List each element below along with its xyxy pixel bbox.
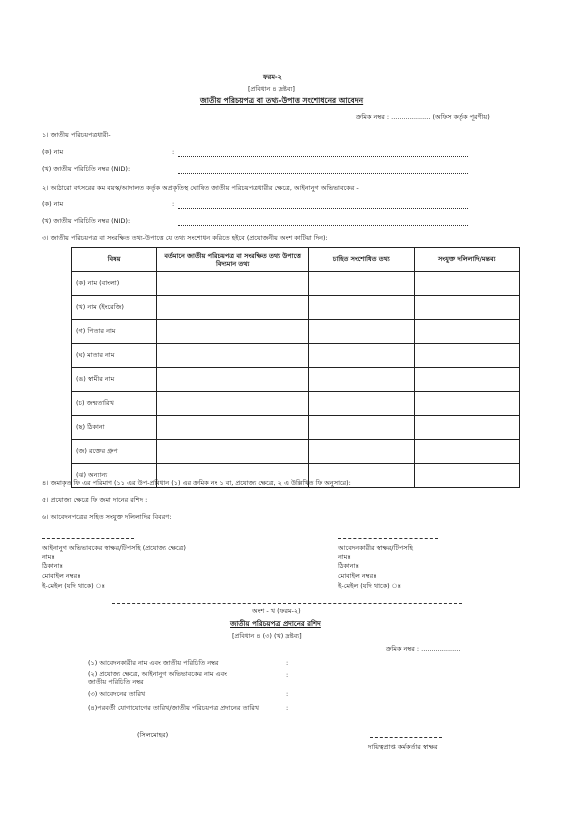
applicant-name-label: নামঃ bbox=[338, 553, 351, 561]
guardian-mobile-label: মোবাইল নম্বরঃ bbox=[42, 572, 81, 580]
table-row bbox=[72, 440, 520, 464]
remarks-cell[interactable] bbox=[414, 416, 519, 440]
current-info-cell[interactable] bbox=[157, 440, 309, 464]
corrected-info-cell[interactable] bbox=[309, 392, 414, 416]
corrected-info-cell[interactable] bbox=[309, 296, 414, 320]
table-row bbox=[72, 296, 520, 320]
remarks-cell[interactable] bbox=[414, 296, 519, 320]
correction-table bbox=[71, 247, 520, 488]
colon: : bbox=[172, 148, 175, 156]
section2-heading: ২। আঠারো বৎসরের কম বয়স্ক/আদালত কর্তৃক অপ্রকৃতিস্থ ঘোষিত জাতীয় পরিচয়পত্রধারীর ক্ষেত্রে, আইনানুগ অভিভাবকের - bbox=[42, 184, 359, 192]
column-header: বর্তমানে জাতীয় পরিচয়পত্র বা সংরক্ষিত তথ্য উপাত্তে বিদ্যমান তথ্য bbox=[157, 248, 309, 272]
remarks-cell[interactable] bbox=[414, 440, 519, 464]
current-info-cell[interactable] bbox=[157, 296, 309, 320]
receipt-item-3: (৩) আবেদনের তারিখ bbox=[88, 690, 146, 698]
row-label: (ক) নাম (বাংলা) bbox=[72, 272, 157, 296]
current-info-cell[interactable] bbox=[157, 272, 309, 296]
column-header: বিষয় bbox=[72, 248, 157, 272]
table-row bbox=[72, 416, 520, 440]
receipt-item-1: (১) আবেদনকারীর নাম এবং জাতীয় পরিচিতি নম্বর bbox=[88, 659, 219, 667]
section2-nid-field[interactable] bbox=[178, 225, 468, 226]
section1-nid-label: (খ) জাতীয় পরিচিতি নম্বর (NID): bbox=[42, 165, 131, 173]
guardian-name-label: নামঃ bbox=[42, 553, 55, 561]
column-header: চাহিত সংশোধিত তথ্য bbox=[309, 248, 414, 272]
receipt-title: জাতীয় পরিচয়পত্র প্রদানের রশিদ bbox=[230, 620, 321, 628]
applicant-sign-label: আবেদনকারীর স্বাক্ষর/টিপসহি bbox=[338, 544, 413, 552]
colon: : bbox=[286, 704, 289, 712]
section4-fee: ৪। জমাকৃত ফি এর পরিমাণ (১১ এর উপ-প্রবিধান (১) এর ক্রমিক নং ১ বা, প্রযোজ্য ক্ষেত্রে, ২ এ উল্লিখিত ফি অনুসারে): bbox=[42, 479, 351, 487]
guardian-address-label: ঠিকানাঃ bbox=[42, 562, 63, 570]
colon: : bbox=[286, 659, 289, 667]
current-info-cell[interactable] bbox=[157, 416, 309, 440]
row-label: (গ) পিতার নাম bbox=[72, 320, 157, 344]
row-label: (ছ) ঠিকানা bbox=[72, 416, 157, 440]
column-header: সংযুক্ত দলিলাদি/মন্তব্য bbox=[414, 248, 519, 272]
section1-heading: ১। জাতীয় পরিচয়পত্রধারী- bbox=[42, 131, 111, 139]
serial-number: ক্রমিক নম্বর : ................... (অফিস কর্তৃক পূরণীয়) bbox=[356, 113, 490, 121]
guardian-sign-label: আইনানুগ অভিভাবকের স্বাক্ষর/টিপসহি (প্রযোজ্য ক্ষেত্রে) bbox=[42, 544, 186, 552]
receipt-part-label: অংশ - খ (ফরম-২) bbox=[252, 607, 301, 615]
form-number: ফরম-২ bbox=[263, 73, 282, 81]
current-info-cell[interactable] bbox=[157, 320, 309, 344]
section2-name-label: (ক) নাম bbox=[42, 200, 64, 208]
table-row bbox=[72, 368, 520, 392]
corrected-info-cell[interactable] bbox=[309, 416, 414, 440]
section2-name-field[interactable] bbox=[178, 208, 468, 209]
table-header-row bbox=[72, 248, 520, 272]
section1-name-field[interactable] bbox=[178, 156, 468, 157]
table-row bbox=[72, 344, 520, 368]
remarks-cell[interactable] bbox=[414, 464, 519, 488]
corrected-info-cell[interactable] bbox=[309, 344, 414, 368]
colon: : bbox=[172, 200, 175, 208]
officer-signature-line[interactable] bbox=[370, 737, 442, 738]
row-label: (ঘ) মাতার নাম bbox=[72, 344, 157, 368]
colon: : bbox=[286, 690, 289, 698]
remarks-cell[interactable] bbox=[414, 368, 519, 392]
guardian-signature-line[interactable] bbox=[42, 538, 134, 539]
section5-receipt: ৫। প্রযোজ্য ক্ষেত্রে ফি জমা দানের রশিদ : bbox=[42, 496, 148, 504]
current-info-cell[interactable] bbox=[157, 392, 309, 416]
table-row bbox=[72, 392, 520, 416]
current-info-cell[interactable] bbox=[157, 344, 309, 368]
section6-documents: ৬। আবেদনপত্রের সহিত সংযুক্ত দলিলাদির বিবরণ: bbox=[42, 513, 172, 521]
section1-name-label: (ক) নাম bbox=[42, 148, 64, 156]
cut-line bbox=[112, 603, 462, 604]
receipt-item-2-text: (২) প্রযোজ্য ক্ষেত্রে, আইনানুগ অভিভাবকের নাম এবং জাতীয় পরিচিতি নম্বর bbox=[88, 670, 227, 686]
section3-heading: ৩। জাতীয় পরিচয়পত্র বা সংরক্ষিত তথ্য-উপাত্তে যে তথ্য সংশোধন করিতে হইবে (প্রযোজনীয় অংশ কাটিয়া দিন): bbox=[42, 234, 328, 242]
guardian-email-label: ই-মেইল (যদি থাকে) ঃ bbox=[42, 582, 106, 590]
seal-label: (সিলমোহর) bbox=[137, 731, 169, 739]
corrected-info-cell[interactable] bbox=[309, 440, 414, 464]
remarks-cell[interactable] bbox=[414, 392, 519, 416]
corrected-info-cell[interactable] bbox=[309, 320, 414, 344]
page-title: জাতীয় পরিচয়পত্র বা তথ্য-উপাত্ত সংশোধনের আবেদন bbox=[200, 96, 364, 105]
rule-reference: [প্রবিধান ৪ দ্রষ্টব্য] bbox=[248, 85, 295, 93]
remarks-cell[interactable] bbox=[414, 320, 519, 344]
table-row bbox=[72, 272, 520, 296]
section2-nid-label: (খ) জাতীয় পরিচিতি নম্বর (NID): bbox=[42, 217, 131, 225]
current-info-cell[interactable] bbox=[157, 368, 309, 392]
table-row bbox=[72, 320, 520, 344]
row-label: (ঙ) স্বামীর নাম bbox=[72, 368, 157, 392]
applicant-email-label: ই-মেইল (যদি থাকে) ঃ bbox=[338, 582, 402, 590]
officer-sign-label: দায়িত্বপ্রাপ্ত কর্মকর্তার স্বাক্ষর bbox=[368, 743, 438, 751]
corrected-info-cell[interactable] bbox=[309, 272, 414, 296]
receipt-rule-reference: [প্রবিধান ৪ (৩) (খ) দ্রষ্টব্য] bbox=[232, 632, 302, 640]
applicant-mobile-label: মোবাইল নম্বরঃ bbox=[338, 572, 377, 580]
row-label: (চ) জন্মতারিখ bbox=[72, 392, 157, 416]
applicant-address-label: ঠিকানাঃ bbox=[338, 562, 359, 570]
row-label: (জ) রক্তের গ্রুপ bbox=[72, 440, 157, 464]
applicant-signature-line[interactable] bbox=[338, 538, 438, 539]
receipt-item-4: (৪)পরবর্তী যোগাযোগের তারিখ/জাতীয় পরিচয়পত্র প্রদানের তারিখ bbox=[88, 704, 260, 712]
remarks-cell[interactable] bbox=[414, 344, 519, 368]
receipt-serial-number: ক্রমিক নম্বর : ................... bbox=[386, 645, 461, 653]
row-label: (খ) নাম (ইংরেজি) bbox=[72, 296, 157, 320]
remarks-cell[interactable] bbox=[414, 272, 519, 296]
row-label: (ঝ) অন্যান্য bbox=[72, 464, 157, 488]
corrected-info-cell[interactable] bbox=[309, 368, 414, 392]
colon: : bbox=[286, 671, 289, 679]
section1-nid-field[interactable] bbox=[178, 173, 468, 174]
